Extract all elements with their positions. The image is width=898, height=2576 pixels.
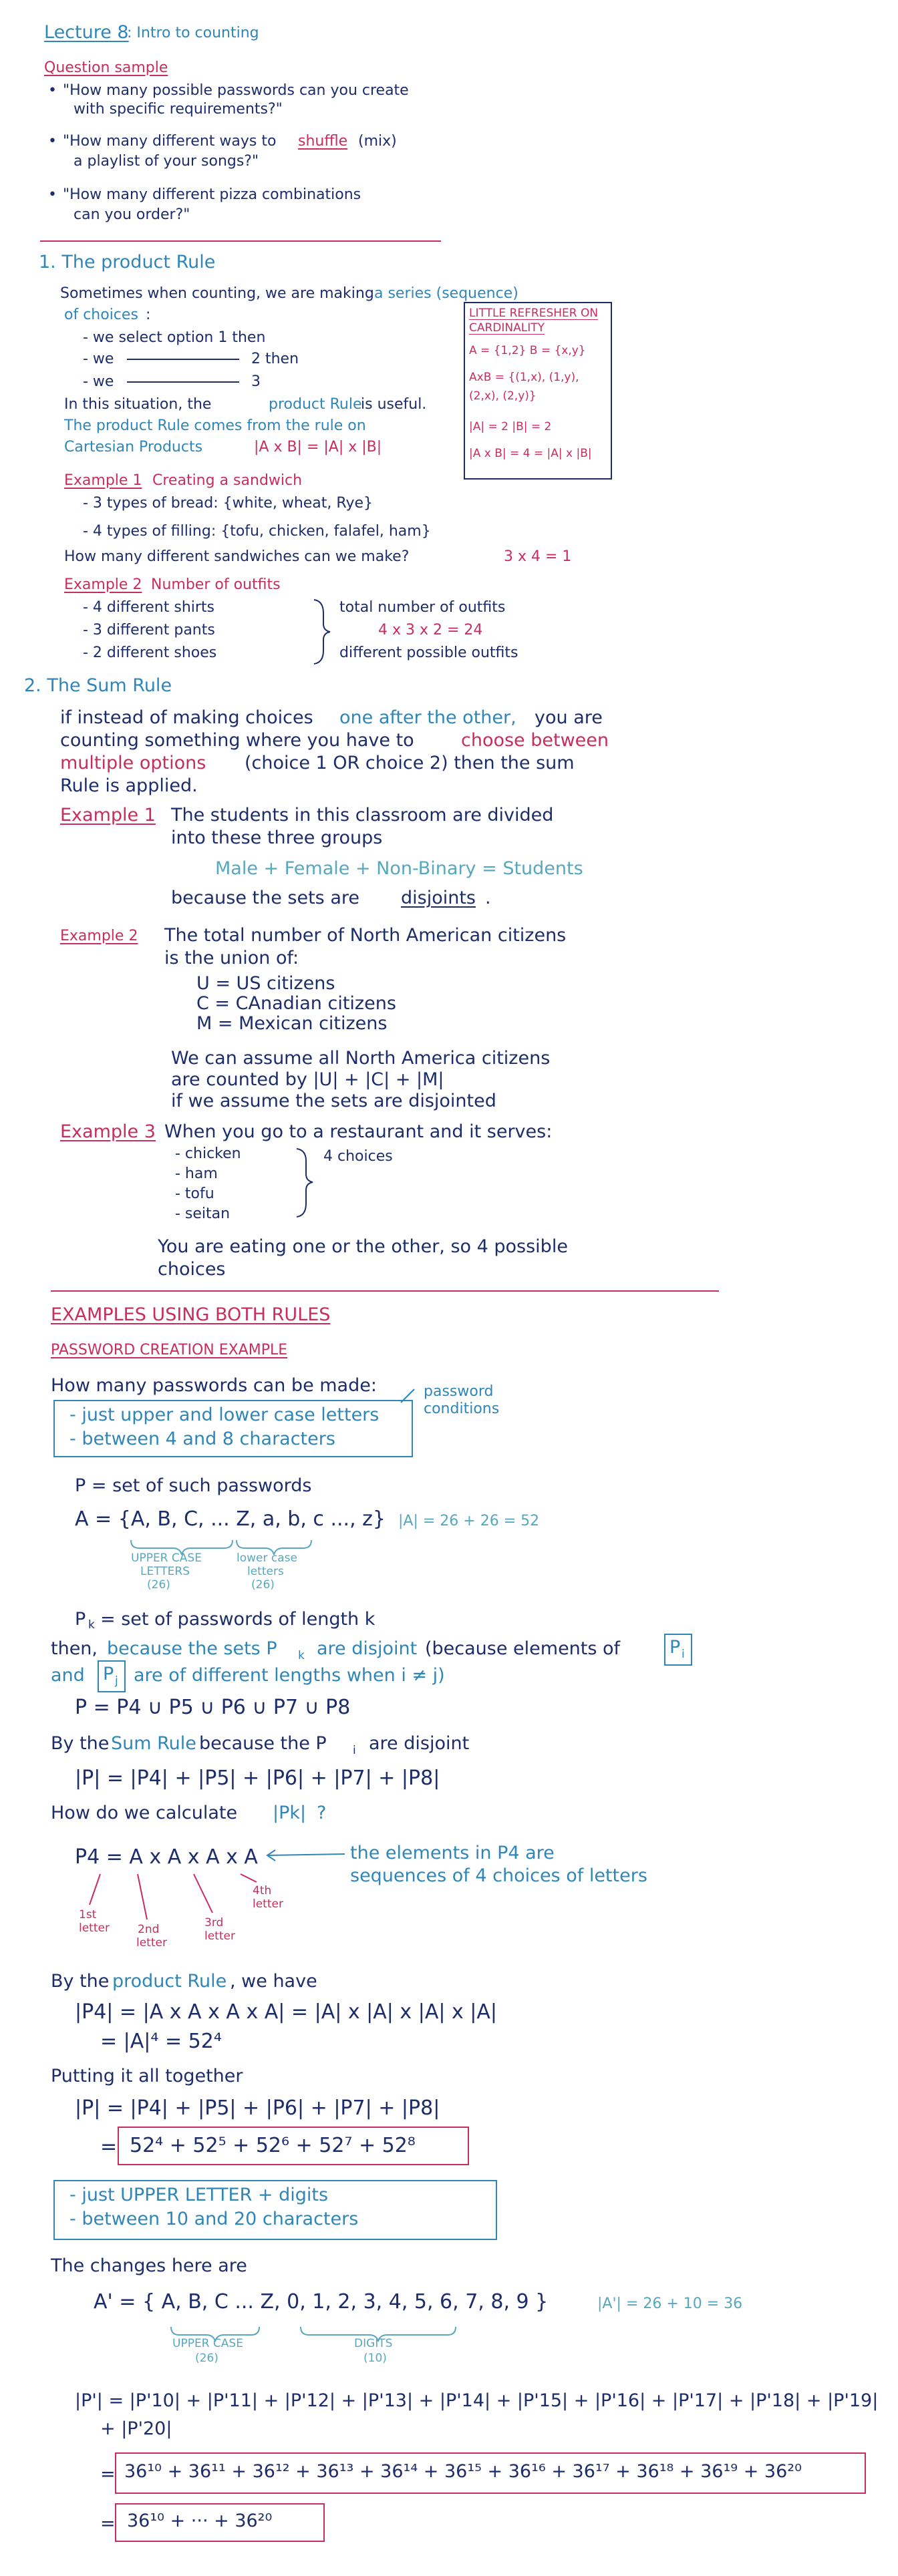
menu-ham: - ham [175, 1165, 218, 1182]
sum-intro-2: counting something where you have to [60, 730, 414, 751]
Pp-sum-2: + |P'20| [100, 2418, 172, 2439]
label-4th-letter: letter [253, 1897, 283, 1911]
condition2-1: - just UPPER LETTER + digits [69, 2185, 329, 2205]
lecture-title: Lecture 8 [44, 22, 129, 43]
question-3-line-2: can you order?" [73, 206, 190, 223]
arrow-2 [138, 1874, 147, 1919]
four-choices: 4 choices [323, 1148, 393, 1165]
citizens-line-1: The total number of North American citizens [164, 925, 567, 946]
outfits-note: different possible outfits [339, 645, 518, 661]
disjoints-word: disjoints [401, 888, 476, 908]
assume-line-2: are counted by |U| + |C| + |M| [171, 1069, 444, 1090]
then-word: then, [51, 1638, 98, 1659]
classroom-line-2: into these three groups [171, 827, 383, 848]
is-useful: is useful. [361, 396, 427, 413]
j-subscript: j [115, 1674, 118, 1688]
P4-result: = |A|⁴ = 52⁴ [100, 2030, 222, 2053]
product-example-1-title: Creating a sandwich [152, 472, 303, 489]
P-total: |P| = |P4| + |P5| + |P6| + |P7| + |P8| [75, 2096, 440, 2120]
Pi-subscript: i [353, 1744, 356, 1757]
conditions-label-1: password [424, 1383, 494, 1400]
option-2-prefix: - we [83, 351, 114, 367]
menu-tofu: - tofu [175, 1185, 214, 1202]
pants: - 3 different pants [83, 622, 215, 638]
label-1st-letter: letter [79, 1921, 110, 1935]
different-lengths: are of different lengths when i ≠ j) [134, 1665, 445, 1686]
P-answer: 52⁴ + 52⁵ + 52⁶ + 52⁷ + 52⁸ [130, 2134, 416, 2157]
how-calculate: How do we calculate [51, 1803, 238, 1823]
Pp-answer: 36¹⁰ + 36¹¹ + 36¹² + 36¹³ + 36¹⁴ + 36¹⁵ + 36¹⁶ + 36¹⁷ + 36¹⁸ + 36¹⁹ + 36²⁰ [124, 2461, 802, 2482]
bullet: • [48, 133, 57, 150]
lecture-subtitle: : Intro to counting [127, 25, 259, 41]
choose-between: choose between [461, 730, 609, 751]
equals: = [100, 2135, 118, 2159]
are-disjoint: are disjoint [317, 1638, 418, 1659]
outfits-calc: 4 x 3 x 2 = 24 [378, 622, 483, 638]
are-disjoint-2: are disjoint [369, 1733, 470, 1754]
because-Pi: because the P [199, 1733, 327, 1754]
refresher-product-1: AxB = {(1,x), (1,y), [469, 371, 579, 384]
lower-label-2: letters [247, 1565, 284, 1578]
alphabet-2-cardinality: |A'| = 26 + 10 = 36 [597, 2295, 743, 2312]
refresher-sets: A = {1,2} B = {x,y} [469, 344, 586, 357]
by-the: By the [51, 1733, 110, 1754]
us-citizens: U = US citizens [196, 973, 335, 994]
sum-example-3-label: Example 3 [60, 1121, 156, 1142]
assume-line-1: We can assume all North America citizens [171, 1048, 551, 1069]
digits-label-2: (10) [363, 2352, 387, 2365]
question-1-line-2: with specific requirements?" [73, 101, 283, 118]
product-rule-heading: 1. The product Rule [39, 252, 216, 272]
upper2-label-2: (26) [195, 2352, 218, 2365]
Pk-subscript: k [88, 1618, 95, 1632]
colon: : [146, 307, 151, 323]
label-2nd: 2nd [138, 1923, 160, 1936]
rule-applied: Rule is applied. [60, 775, 198, 796]
P-union: P = P4 ∪ P5 ∪ P6 ∪ P7 ∪ P8 [75, 1696, 351, 1719]
upper-label-1: UPPER CASE [131, 1551, 202, 1565]
because-elements: (because elements of [425, 1638, 621, 1659]
question-3-line-1: "How many different pizza combinations [63, 186, 361, 203]
product-rule-term-2: product Rule [112, 1971, 227, 1992]
condition-1: - just upper and lower case letters [69, 1405, 380, 1425]
canadian-citizens: C = CAnadian citizens [196, 993, 396, 1014]
arrow-4 [241, 1874, 257, 1882]
Pk-card: |Pk| [273, 1803, 307, 1823]
label-1st: 1st [79, 1908, 97, 1921]
bread-types: - 3 types of bread: {white, wheat, Rye} [83, 495, 373, 512]
passwords-question: How many passwords can be made: [51, 1375, 377, 1396]
eating-line-2: choices [158, 1259, 226, 1280]
label-3rd: 3rd [204, 1916, 224, 1929]
situation-text: In this situation, the [64, 396, 212, 413]
question-2-line-1: "How many different ways to [63, 133, 277, 150]
equals-3: = [100, 2513, 116, 2534]
Pi-letter: P [669, 1637, 681, 1658]
series-sequence: a series (sequence) [374, 285, 518, 302]
multiple-options: multiple options [60, 753, 206, 773]
refresher-product-2: (2,x), (2,y)} [469, 389, 537, 403]
mix-word: (mix) [358, 133, 397, 150]
choice-or: (choice 1 OR choice 2) then the sum [245, 753, 575, 773]
cartesian-products: Cartesian Products [64, 439, 203, 455]
Pp-short: 36¹⁰ + ··· + 36²⁰ [127, 2511, 273, 2531]
arrow-3 [194, 1874, 212, 1913]
outfits-brace [314, 600, 330, 664]
password-example-heading: PASSWORD CREATION EXAMPLE [51, 1342, 288, 1358]
conditions-label-2: conditions [424, 1401, 500, 1417]
option-1: - we select option 1 then [83, 329, 266, 346]
i-subscript: i [682, 1648, 685, 1661]
P4-definition: P4 = A x A x A x A [75, 1845, 258, 1869]
product-example-2-title: Number of outfits [151, 576, 281, 593]
upper-label-2: LETTERS [140, 1565, 190, 1578]
question-mark: ? [317, 1803, 327, 1823]
option-3-suffix: 3 [251, 373, 261, 390]
note-arrow-head [267, 1850, 275, 1861]
alphabet-cardinality: |A| = 26 + 26 = 52 [398, 1513, 540, 1529]
alphabet-2: A' = { A, B, C ... Z, 0, 1, 2, 3, 4, 5, 6, 7, 8, 9 } [94, 2290, 549, 2314]
label-3rd-letter: letter [204, 1929, 235, 1943]
because-sets: because the sets P [107, 1638, 277, 1659]
sum-rule-heading: 2. The Sum Rule [24, 675, 172, 696]
by-the-2: By the [51, 1971, 110, 1992]
bullet: • [48, 82, 57, 99]
option-2-suffix: 2 then [251, 351, 299, 367]
question-1-line-1: "How many possible passwords can you create [63, 82, 409, 99]
one-after-other: one after the other, [339, 707, 516, 728]
P4-note-1: the elements in P4 are [350, 1843, 555, 1863]
upper2-label-1: UPPER CASE [172, 2337, 243, 2350]
condition-2: - between 4 and 8 characters [69, 1429, 335, 1449]
question-2-line-2: a playlist of your songs?" [73, 153, 259, 170]
question-sample-heading: Question sample [44, 59, 168, 76]
P4-calc: |P4| = |A x A x A x A| = |A| x |A| x |A| x |A| [75, 2000, 498, 2024]
you-are: you are [535, 707, 603, 728]
we-have: , we have [230, 1971, 317, 1992]
arrow-1 [90, 1874, 100, 1905]
comes-from: The product Rule comes from the rule on [64, 417, 366, 434]
total-outfits-label: total number of outfits [339, 599, 506, 616]
sum-example-2-label: Example 2 [60, 928, 138, 944]
sandwich-answer: 3 x 4 = 1 [504, 548, 572, 565]
sandwich-question: How many different sandwiches can we make? [64, 548, 410, 565]
restaurant-line: When you go to a restaurant and it serves: [164, 1121, 553, 1142]
classroom-line-1: The students in this classroom are divided [171, 805, 554, 825]
refresher-cards: |A| = 2 |B| = 2 [469, 420, 552, 433]
sum-rule-term: Sum Rule [111, 1733, 196, 1754]
Pk-letter: P [75, 1609, 86, 1630]
label-4th: 4th [253, 1884, 272, 1897]
of-choices: of choices [64, 307, 138, 323]
P4-note-2: sequences of 4 choices of letters [350, 1865, 647, 1886]
product-example-1-label: Example 1 [64, 472, 142, 489]
upper-label-3: (26) [147, 1578, 170, 1592]
product-intro-1: Sometimes when counting, we are making [60, 285, 374, 302]
option-3-prefix: - we [83, 373, 114, 390]
citizens-line-2: is the union of: [164, 948, 299, 968]
menu-seitan: - seitan [175, 1206, 231, 1222]
P-cardinality-sum: |P| = |P4| + |P5| + |P6| + |P7| + |P8| [75, 1767, 440, 1790]
shoes: - 2 different shoes [83, 645, 217, 661]
changes-here: The changes here are [51, 2255, 247, 2276]
section-divider [40, 240, 441, 242]
menu-chicken: - chicken [175, 1145, 241, 1162]
putting-together: Putting it all together [51, 2066, 243, 2086]
sum-example-1-label: Example 1 [60, 805, 156, 825]
and-word: and [51, 1665, 85, 1686]
cardinality-formula: |A x B| = |A| x |B| [254, 439, 382, 455]
label-2nd-letter: letter [136, 1936, 167, 1950]
Pp-sum-1: |P'| = |P'10| + |P'11| + |P'12| + |P'13| + |P'14| + |P'15| + |P'16| + |P'17| + |P'18| + |P'19| [75, 2390, 879, 2411]
equals-2: = [100, 2464, 116, 2485]
condition2-2: - between 10 and 20 characters [69, 2209, 359, 2229]
eating-line-1: You are eating one or the other, so 4 possible [158, 1236, 568, 1257]
refresher-title-1: LITTLE REFRESHER ON [469, 307, 599, 320]
section-divider [51, 1290, 719, 1292]
because-disjoint: because the sets are [171, 888, 359, 908]
lower-label-3: (26) [251, 1578, 275, 1592]
menu-brace [297, 1149, 313, 1217]
P-definition: P = set of such passwords [75, 1475, 312, 1496]
Pk-definition: = set of passwords of length k [100, 1609, 376, 1630]
shirts: - 4 different shirts [83, 599, 215, 616]
k-subscript: k [298, 1649, 305, 1662]
product-example-2-label: Example 2 [64, 576, 142, 593]
product-rule-term: product Rule [269, 396, 362, 413]
bullet: • [48, 186, 57, 203]
Pj-letter: P [103, 1664, 114, 1684]
sum-intro-1: if instead of making choices [60, 707, 313, 728]
mexican-citizens: M = Mexican citizens [196, 1013, 388, 1034]
digits-label-1: DIGITS [354, 2337, 393, 2350]
period: . [485, 888, 491, 908]
groups-equation: Male + Female + Non-Binary = Students [215, 858, 583, 879]
refresher-title-2: CARDINALITY [469, 321, 545, 335]
alphabet-set: A = {A, B, C, ... Z, a, b, c ..., z} [75, 1507, 386, 1531]
lower-label-1: lower case [237, 1551, 297, 1565]
assume-line-3: if we assume the sets are disjointed [171, 1091, 496, 1111]
filling-types: - 4 types of filling: {tofu, chicken, falafel, ham} [83, 523, 431, 540]
both-rules-heading: EXAMPLES USING BOTH RULES [51, 1304, 331, 1325]
refresher-result: |A x B| = 4 = |A| x |B| [469, 447, 592, 460]
note-arrow [267, 1854, 345, 1855]
shuffle-word: shuffle [298, 133, 348, 150]
